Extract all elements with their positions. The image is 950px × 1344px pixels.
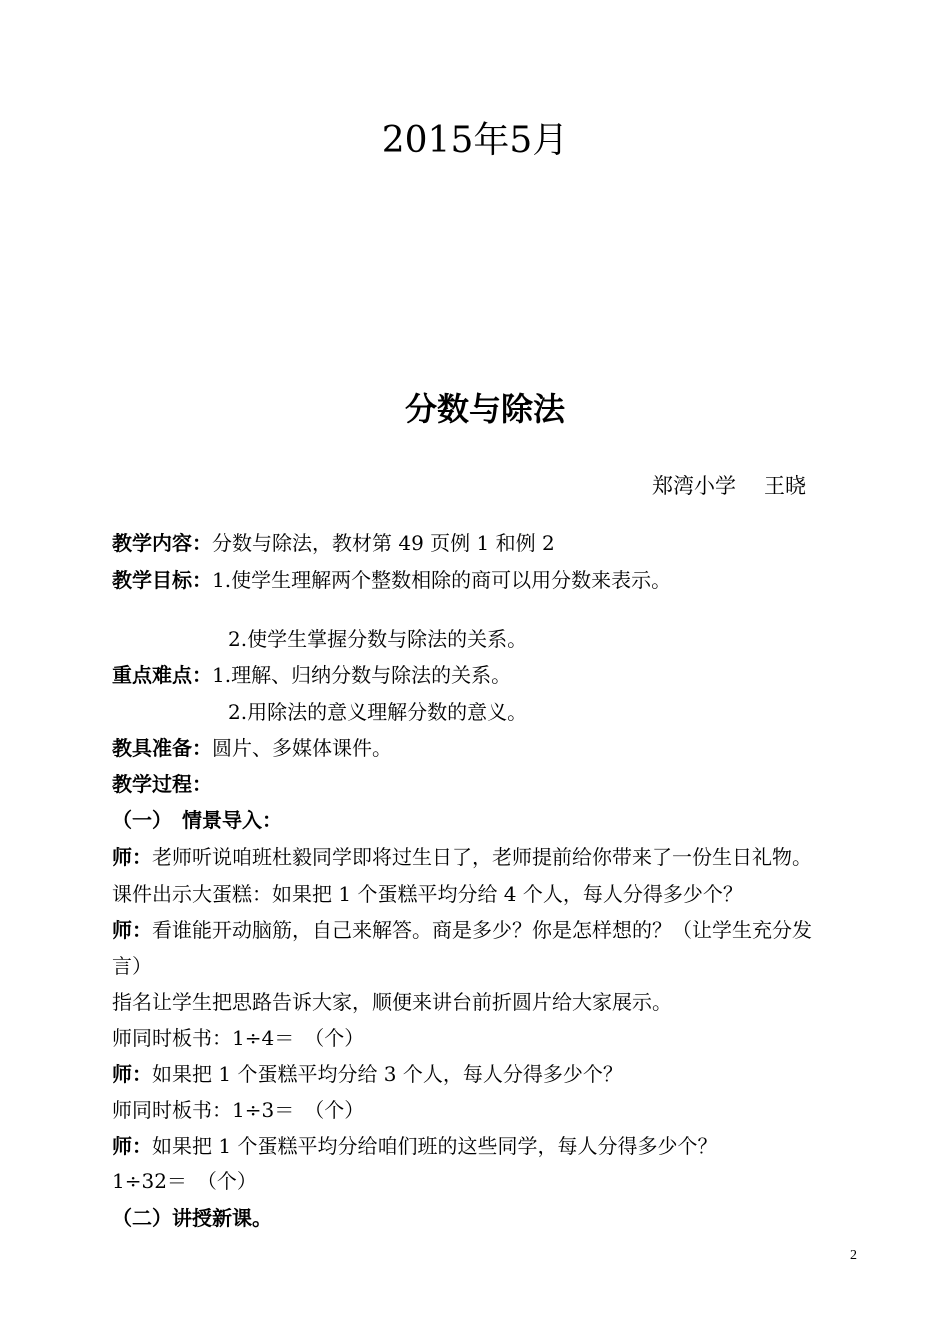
school-name: 郑湾小学: [652, 474, 736, 498]
paragraph-8-text: 如果把 1 个蛋糕平均分给咱们班的这些同学，每人分得多少个？: [152, 1134, 718, 1158]
tools-line: [112, 733, 392, 763]
board-writing-3: 1÷32＝ （个）: [112, 1169, 257, 1193]
paragraph-1: [112, 842, 812, 872]
author-line: [652, 470, 806, 500]
board-writing-1: 师同时板书：1÷4＝ （个）: [112, 1026, 365, 1050]
paragraph-3-text: 看谁能开动脑筋，自己来解答。商是多少？你是怎样想的？（让学生充分发: [152, 918, 812, 942]
key-points-line: [112, 660, 511, 690]
paragraph-4: 指名让学生把思路告诉大家，顺便来讲台前折圆片给大家展示。: [112, 990, 672, 1014]
speaker-label: 师：: [112, 1134, 152, 1158]
content-label: 教学内容：: [112, 531, 212, 555]
paragraph-6: [112, 1059, 623, 1089]
lesson-title: 分数与除法: [404, 390, 565, 428]
section-2-heading: （二）讲授新课。: [112, 1206, 272, 1230]
paragraph-3: [112, 915, 812, 945]
goal-2: 2.使学生掌握分数与除法的关系。: [228, 627, 528, 651]
key-label: 重点难点：: [112, 663, 212, 687]
speaker-label: 师：: [112, 845, 152, 869]
goal-1: 1.使学生理解两个整数相除的商可以用分数来表示。: [212, 568, 672, 592]
teaching-content-line: [112, 528, 555, 558]
paragraph-3-continued: 言）: [112, 954, 152, 978]
paragraph-1-text: 老师听说咱班杜毅同学即将过生日了，老师提前给你带来了一份生日礼物。: [152, 845, 812, 869]
process-heading: 教学过程：: [112, 772, 212, 796]
teaching-goal-line: [112, 565, 671, 595]
speaker-label: 师：: [112, 1062, 152, 1086]
paragraph-2: 课件出示大蛋糕：如果把 1 个蛋糕平均分给 4 个人，每人分得多少个？: [112, 882, 743, 906]
board-writing-2: 师同时板书：1÷3＝ （个）: [112, 1098, 365, 1122]
tools-label: 教具准备：: [112, 736, 212, 760]
content-text: 分数与除法，教材第 49 页例 1 和例 2: [212, 531, 555, 555]
speaker-label: 师：: [112, 918, 152, 942]
goal-label: 教学目标：: [112, 568, 212, 592]
teacher-name: 王晓: [764, 474, 806, 498]
paragraph-8: [112, 1131, 717, 1161]
section-1-heading: （一） 情景导入：: [112, 808, 282, 832]
paragraph-6-text: 如果把 1 个蛋糕平均分给 3 个人，每人分得多少个？: [152, 1062, 623, 1086]
page-number: 2: [850, 1248, 857, 1263]
key-1: 1.理解、归纳分数与除法的关系。: [212, 663, 512, 687]
tools-text: 圆片、多媒体课件。: [212, 736, 392, 760]
key-2: 2.用除法的意义理解分数的意义。: [228, 700, 528, 724]
cover-date: 2015年5月: [381, 120, 569, 161]
